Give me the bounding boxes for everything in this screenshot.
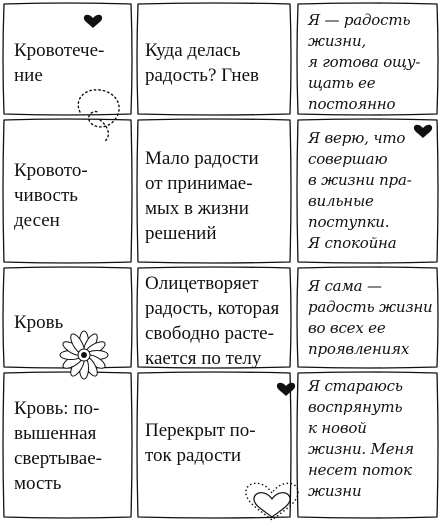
heart-icon <box>84 15 102 28</box>
disease-name: Кровотече- ние <box>14 40 105 86</box>
disease-name: Кровото- чивость десен <box>14 160 88 231</box>
dotted-swirl-icon <box>78 90 119 142</box>
heart-icon <box>277 383 295 396</box>
emotional-cause: Перекрыт по- ток радости <box>145 420 256 466</box>
heart-icon <box>414 125 432 138</box>
affirmation-text: Я — радость жизни, я готова ощу- щать ее постоянно <box>308 11 421 113</box>
disease-name: Кровь <box>14 312 64 333</box>
emotional-cause: Мало радости от принимае- мых в жизни решений <box>145 148 259 244</box>
emotional-cause: Олицетворяет радость, которая свободно расте- кается по телу <box>145 273 280 369</box>
emotional-cause: Куда делась радость? Гнев <box>145 40 259 86</box>
disease-name: Кровь: по- вышенная свертывае- мость <box>14 398 102 494</box>
affirmation-text: Я стараюсь воспрянуть к новой жизни. Меня несет поток жизни <box>308 377 414 500</box>
affirmation-text: Я верю, что совершаю в жизни пра- вильные поступки. Я спокойна <box>308 129 412 252</box>
affirmation-text: Я сама — радость жизни во всех ее проявлениях <box>308 277 433 358</box>
